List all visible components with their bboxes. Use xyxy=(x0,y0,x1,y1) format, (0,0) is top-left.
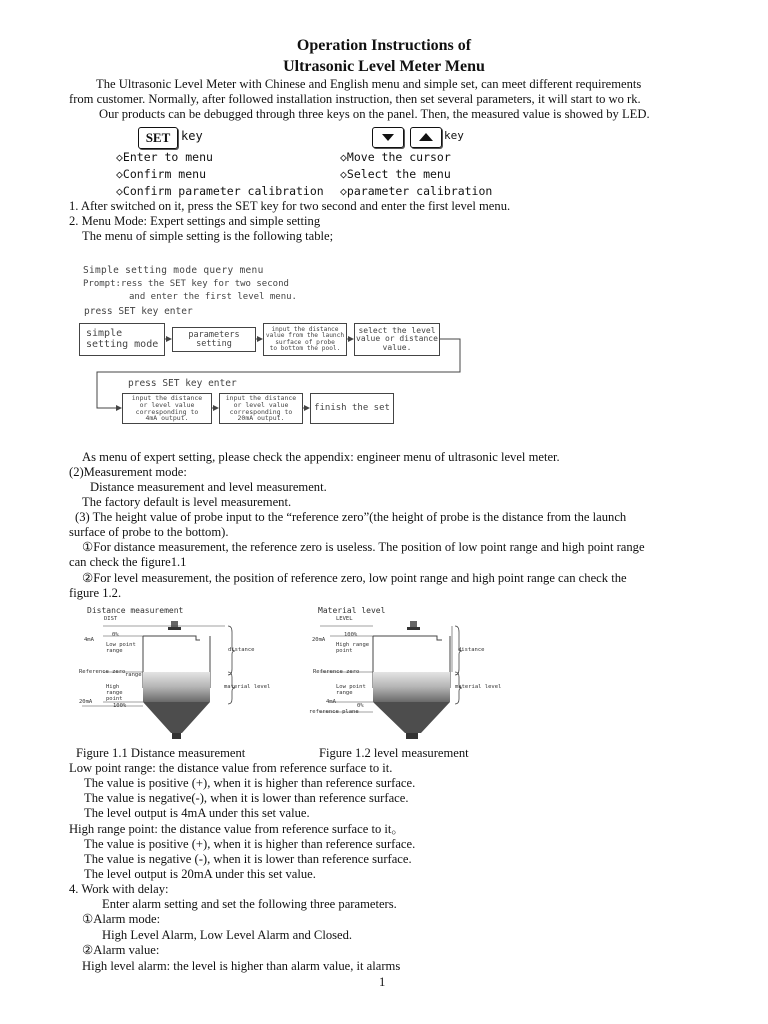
flowchart-heading: Simple setting mode query menu xyxy=(83,265,264,276)
flow-box-20ma: input the distance or level value corresponding to 20mA output. xyxy=(219,393,303,424)
flow-box-parameters-setting: parameters setting xyxy=(172,327,256,352)
page-number: 1 xyxy=(379,975,386,989)
low-range-def: Low point range: the distance value from reference surface to it. xyxy=(69,761,393,775)
intro-p1b: from customer. Normally, after followed installation instruction, then set several parameters, it will start to wo rk. xyxy=(69,92,641,106)
set-key-icon: SET xyxy=(138,127,178,149)
doc-title-line1: Operation Instructions of xyxy=(296,37,472,54)
flow-box-select-level: select the level value or distance value. xyxy=(354,323,440,356)
tank-figure-2 xyxy=(320,621,462,739)
flow-box-4ma: input the distance or level value corresponding to 4mA output. xyxy=(122,393,212,424)
key-right-item: ◇Select the menu xyxy=(340,167,451,181)
fig2-reference-plane: reference plane xyxy=(309,709,359,715)
fig1-sub: DIST xyxy=(104,616,118,622)
level-note-1: ②For level measurement, the position of reference zero, low point range and high point range can check the xyxy=(82,571,627,585)
distance-note-2: can check the figure1.1 xyxy=(69,555,187,569)
fig1-0pct: 0% xyxy=(112,632,119,638)
fig2-4ma: 4mA xyxy=(326,699,336,705)
fig1-reference-zero: Reference zero xyxy=(79,669,126,675)
fig2-reference-zero: Reference zero xyxy=(313,669,360,675)
flow-box-simple-setting: simple setting mode xyxy=(79,323,165,356)
alarm-mode-options: High Level Alarm, Low Level Alarm and Closed. xyxy=(102,928,353,942)
fig1-distance: distance xyxy=(228,647,255,653)
doc-title-line2: Ultrasonic Level Meter Menu xyxy=(283,58,485,75)
key-left-item: ◇Confirm parameter calibration xyxy=(116,184,324,198)
height-probe-1: (3) The height value of probe input to the “reference zero”(the height of probe is the distance from the launch xyxy=(75,510,627,524)
fig2-0pct: 0% xyxy=(357,703,364,709)
flowchart-press-2: press SET key enter xyxy=(128,378,237,389)
high-range-1: The value is positive (+), when it is higher than reference surface. xyxy=(84,837,416,851)
key-right-item: ◇Move the cursor xyxy=(340,150,451,164)
key-right-item: ◇parameter calibration xyxy=(340,184,493,198)
arrow-key-word: key xyxy=(444,129,464,142)
flow-box-input-distance: input the distance value from the launch surface of probe to bottom the pool. xyxy=(263,323,347,356)
fig1-range: range xyxy=(125,672,142,678)
set-key-word: key xyxy=(181,129,203,143)
high-range-2: The value is negative (-), when it is lower than reference surface. xyxy=(84,852,412,866)
fig2-title: Material level xyxy=(318,606,386,615)
flowchart-prompt-1: Prompt:ress the SET key for two second xyxy=(83,279,289,289)
fig1-high-range: High range point xyxy=(106,684,123,702)
measurement-mode-heading: (2)Measurement mode: xyxy=(69,465,187,479)
delay-heading: 4. Work with delay: xyxy=(69,882,169,896)
fig2-distance: distance xyxy=(458,647,485,653)
fig2-high-range: High range point xyxy=(336,642,370,654)
flow-box-finish: finish the set xyxy=(310,393,394,424)
fig1-100pct: 100% xyxy=(113,703,127,709)
alarm-mode-heading: ①Alarm mode: xyxy=(82,912,161,926)
high-range-def: High range point: the distance value from reference surface to it。 xyxy=(69,822,404,836)
high-range-3: The level output is 20mA under this set value. xyxy=(84,867,316,881)
tank-figure-1 xyxy=(82,621,235,739)
intro-p2: Our products can be debugged through three keys on the panel. Then, the measured value is showed by LED. xyxy=(99,107,650,121)
key-left-item: ◇Enter to menu xyxy=(116,150,213,164)
level-note-2: figure 1.2. xyxy=(69,586,122,600)
step-1: 1. After switched on it, press the SET key for two second and enter the first level menu. xyxy=(69,199,511,213)
key-left-item: ◇Confirm menu xyxy=(116,167,207,181)
fig2-20ma: 20mA xyxy=(312,637,326,643)
fig1-low-point: Low point range xyxy=(106,642,136,654)
fig1-20ma: 20mA xyxy=(79,699,93,705)
fig2-sub: LEVEL xyxy=(336,616,353,622)
figure-1-caption: Figure 1.1 Distance measurement xyxy=(76,746,246,760)
fig2-material-level: material level xyxy=(455,684,502,690)
fig1-title: Distance measurement xyxy=(87,606,184,615)
flowchart-prompt-2: and enter the first level menu. xyxy=(129,292,297,302)
fig2-100pct: 100% xyxy=(344,632,358,638)
flowchart-press-1: press SET key enter xyxy=(84,306,193,317)
alarm-value-heading: ②Alarm value: xyxy=(82,943,160,957)
distance-note-1: ①For distance measurement, the reference zero is useless. The position of low point range and high point range xyxy=(82,540,645,554)
step-2: 2. Menu Mode: Expert settings and simple setting xyxy=(69,214,321,228)
measurement-mode-1: Distance measurement and level measurement. xyxy=(90,480,327,494)
low-range-3: The level output is 4mA under this set value. xyxy=(84,806,310,820)
low-range-2: The value is negative(-), when it is lower than reference surface. xyxy=(84,791,409,805)
expert-setting-note: As menu of expert setting, please check the appendix: engineer menu of ultrasonic level meter. xyxy=(82,450,560,464)
low-range-1: The value is positive (+), when it is higher than reference surface. xyxy=(84,776,416,790)
fig1-material-level: material level xyxy=(224,684,271,690)
height-probe-2: surface of probe to the bottom). xyxy=(69,525,229,539)
measurement-mode-2: The factory default is level measurement. xyxy=(82,495,292,509)
high-level-alarm: High level alarm: the level is higher than alarm value, it alarms xyxy=(82,959,401,973)
fig1-4ma: 4mA xyxy=(84,637,94,643)
fig2-low-point: Low point range xyxy=(336,684,366,696)
flowchart-connectors xyxy=(0,0,768,440)
intro-p1a: The Ultrasonic Level Meter with Chinese and English menu and simple set, can meet different requirements xyxy=(96,77,642,91)
step-2b: The menu of simple setting is the following table; xyxy=(82,229,334,243)
delay-intro: Enter alarm setting and set the following three parameters. xyxy=(102,897,397,911)
figure-2-caption: Figure 1.2 level measurement xyxy=(319,746,469,760)
